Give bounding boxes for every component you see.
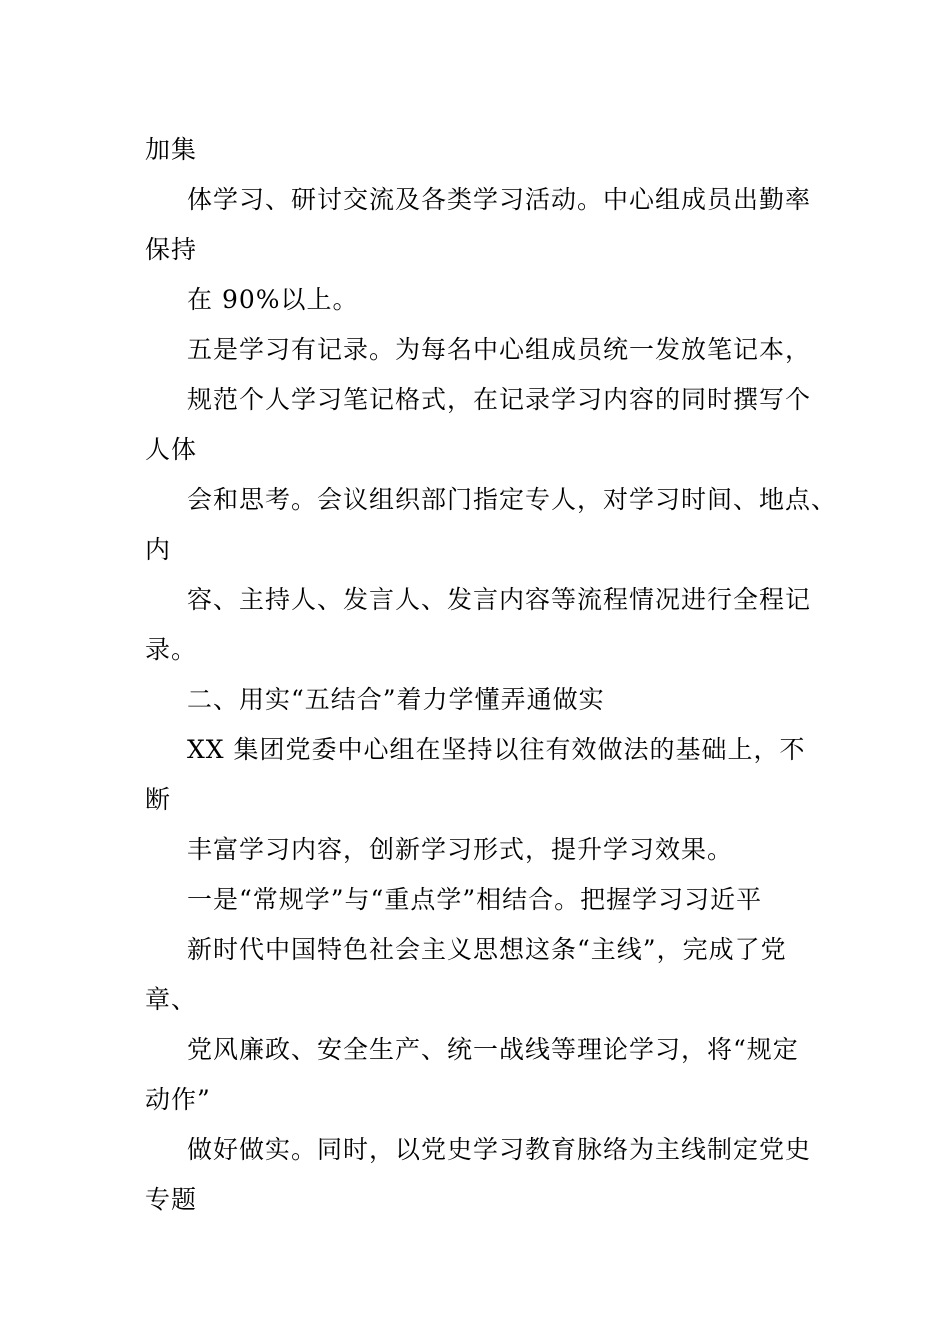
text-line: 体学习、研讨交流及各类学习活动。中心组成员出勤率 (187, 185, 812, 214)
text-line: 人体 (145, 435, 198, 464)
text-line: 做好做实。同时，以党史学习教育脉络为主线制定党史 (187, 1135, 812, 1164)
text-line: 在 90%以上。 (187, 285, 359, 314)
text-line: 内 (145, 535, 172, 564)
text-line: 章、 (145, 985, 198, 1014)
text-line: 录。 (145, 635, 198, 664)
text-line: 规范个人学习笔记格式，在记录学习内容的同时撰写个 (187, 385, 812, 414)
text-line: 丰富学习内容，创新学习形式，提升学习效果。 (187, 835, 734, 864)
text-line: 动作” (145, 1085, 211, 1114)
text-line: 新时代中国特色社会主义思想这条“主线”，完成了党 (187, 935, 787, 964)
text-line: 断 (145, 785, 172, 814)
text-line: 专题 (145, 1185, 198, 1214)
text-line: 容、主持人、发言人、发言内容等流程情况进行全程记 (187, 585, 812, 614)
text-line: 保持 (145, 235, 198, 264)
text-line: 加集 (145, 135, 198, 164)
text-line: 党风廉政、安全生产、统一战线等理论学习，将“规定 (187, 1035, 799, 1064)
text-line: 五是学习有记录。为每名中心组成员统一发放笔记本， (187, 335, 812, 364)
text-line: 会和思考。会议组织部门指定专人，对学习时间、地点、 (187, 485, 838, 514)
text-line: 一是“常规学”与“重点学”相结合。把握学习习近平 (187, 885, 763, 914)
section-heading: 二、用实“五结合”着力学懂弄通做实 (187, 685, 605, 714)
text-line: XX 集团党委中心组在坚持以往有效做法的基础上，不 (187, 735, 806, 764)
